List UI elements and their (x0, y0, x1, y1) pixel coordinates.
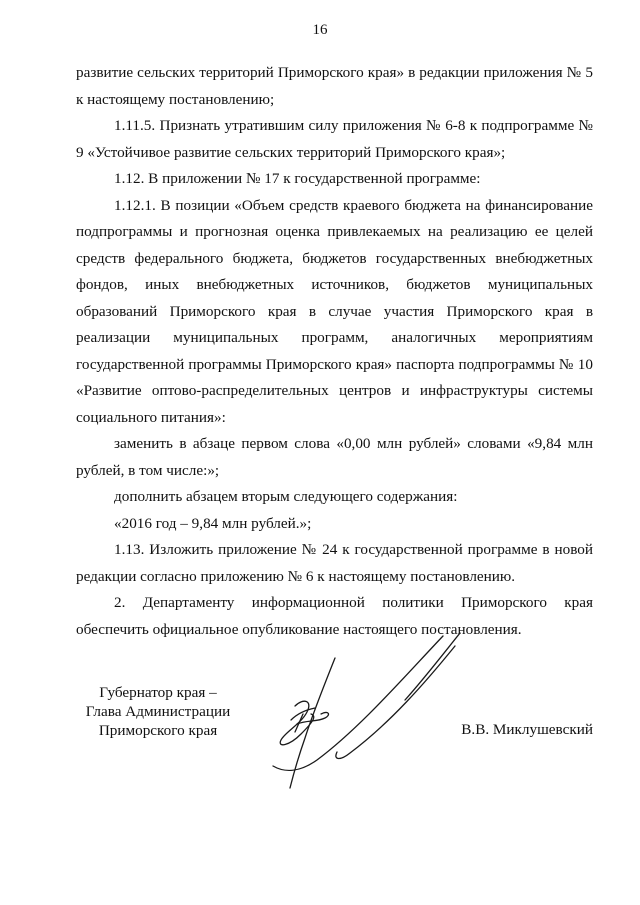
paragraph-8: 1.13. Изложить приложение № 24 к государственной программе в новой редакции согласно приложению № 6 к настоящему постановлению. (76, 541, 593, 585)
paragraph-9: 2. Департаменту информационной политики Приморского края обеспечить официальное опубликование настоящего постановления. (76, 594, 593, 638)
paragraph-4: 1.12.1. В позиции «Объем средств краевого бюджета на финансирование подпрограммы и прогнозная оценка привлекаемых на реализацию ее целей средств федерального бюджета, бюджетов государственных внебюджетных фондов, иных внебюджетных источников, бюджетов муниципальных образований Приморского края в случае участия Приморского края в реализации муниципальных программ, аналогичных мероприятиям государственной программы Приморского края» паспорта подпрограммы № 10 «Развитие оптово-распределительных центров и инфраструктуры системы социального питания»: (76, 196, 593, 426)
page-number: 16 (312, 22, 328, 38)
signatory-name: В.В. Миклушевский (461, 721, 593, 738)
signatory-title (76, 683, 240, 740)
paragraph-1: развитие сельских территорий Приморского края» в редакции приложения № 5 к настоящему постановлению; (76, 64, 593, 108)
paragraph-3: 1.12. В приложении № 17 к государственной программе: (114, 170, 481, 187)
paragraph-5: заменить в абзаце первом слова «0,00 млн рублей» словами «9,84 млн рублей, в том числе:»; (76, 435, 593, 479)
paragraph-2: 1.11.5. Признать утратившим силу приложения № 6-8 к подпрограмме № 9 «Устойчивое развитие сельских территорий Приморского края»; (76, 117, 593, 161)
paragraph-7: «2016 год – 9,84 млн рублей.»; (114, 514, 312, 532)
paragraph-6: дополнить абзацем вторым следующего содержания: (114, 488, 458, 505)
handwritten-signature (255, 628, 470, 798)
signatory-title-line-2: Глава Администрации (85, 703, 231, 720)
document-body (76, 60, 593, 643)
signatory-title-line-1: Губернатор края – (99, 684, 217, 701)
signatory-title-line-3: Приморского края (98, 722, 218, 739)
